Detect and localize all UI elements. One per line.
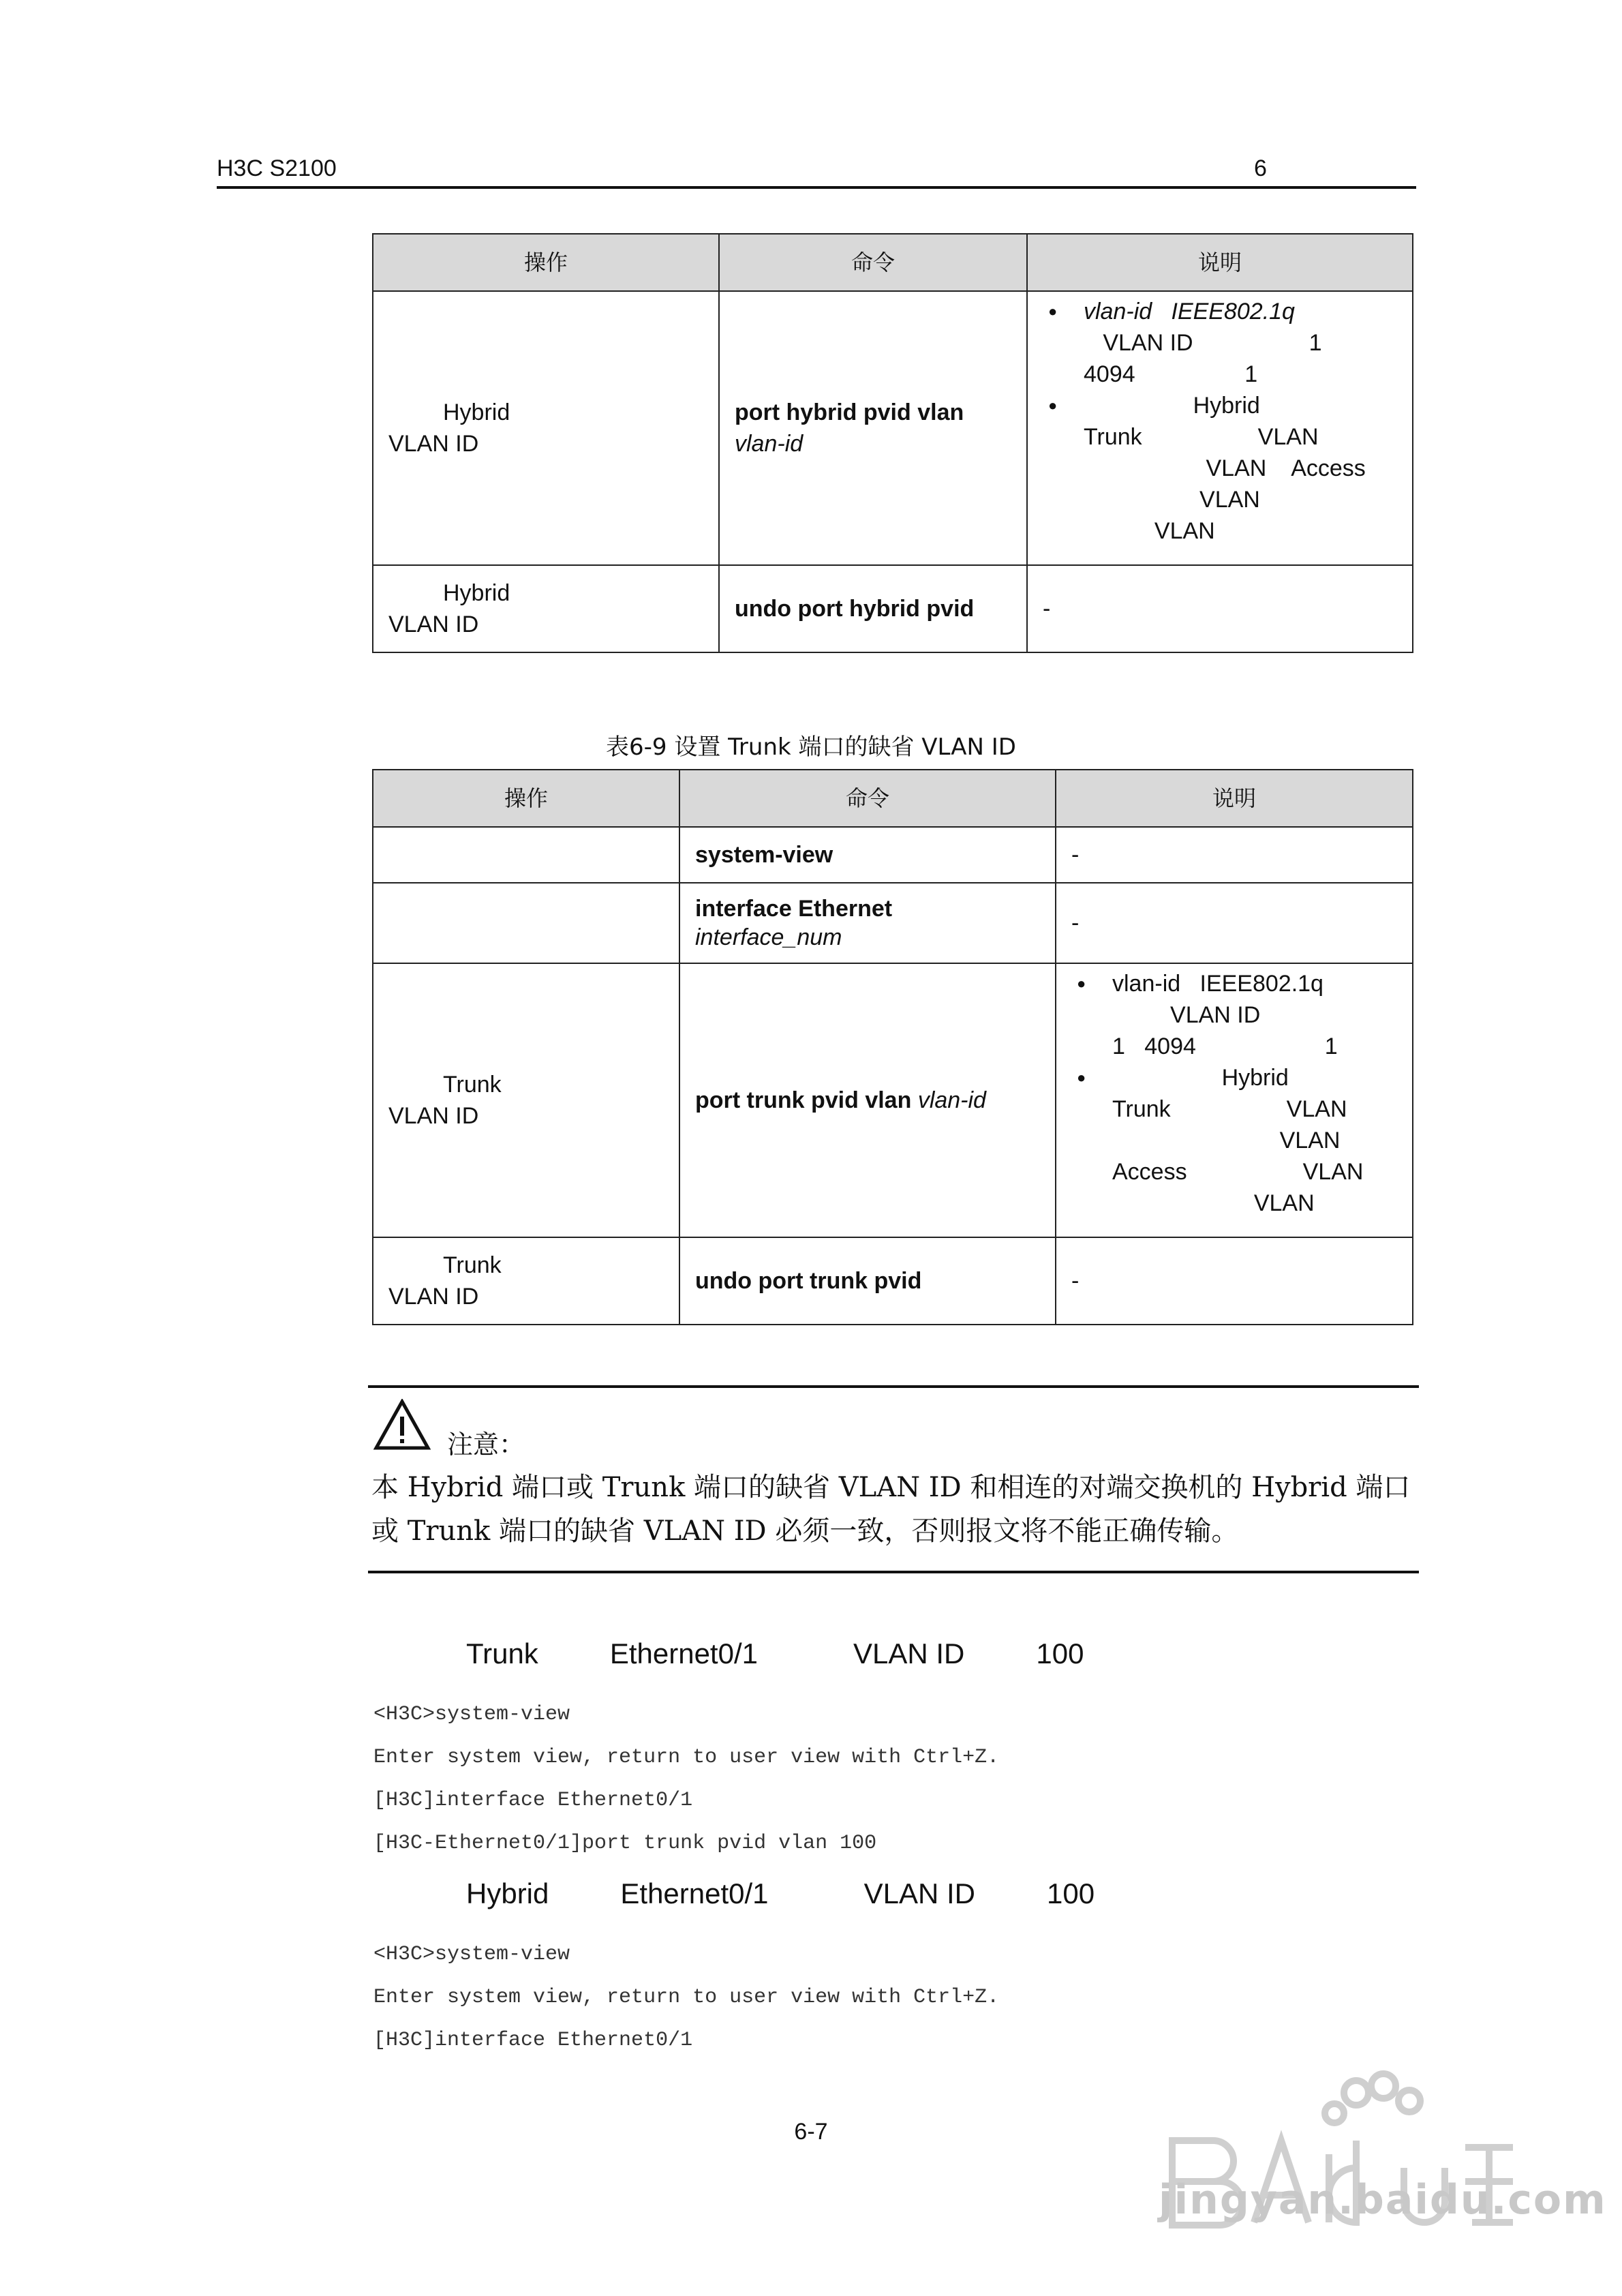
description-cell: - xyxy=(1056,1237,1413,1325)
operation-cell: Trunk VLAN ID xyxy=(373,963,679,1237)
table-row xyxy=(373,883,1413,963)
command-cell: port hybrid pvid vlan vlan-id xyxy=(719,291,1027,565)
table-row xyxy=(373,1237,1413,1325)
operation-cell: Hybrid VLAN ID xyxy=(373,291,719,565)
note-title: 注意： xyxy=(447,1430,525,1460)
table-caption: 表6-9 设置 Trunk 端口的缺省 VLAN ID xyxy=(606,734,1016,761)
col-header-description: 说明 xyxy=(1056,770,1413,827)
operation-cell: Hybrid VLAN ID xyxy=(373,565,719,652)
hybrid-pvid-table xyxy=(372,233,1413,653)
list-item: ● Hybrid Trunk VLAN VLAN Access VLAN VLAN xyxy=(1071,1062,1397,1219)
code-line: Enter system view, return to user view with Ctrl+Z. xyxy=(373,1746,1000,1769)
header-rule xyxy=(217,186,1416,189)
code-line: Enter system view, return to user view with Ctrl+Z. xyxy=(373,1986,1000,2009)
command-cell: undo port trunk pvid xyxy=(679,1237,1056,1325)
warning-icon xyxy=(373,1399,431,1451)
operation-cell xyxy=(373,883,679,963)
command-cell: port trunk pvid vlan vlan-id xyxy=(679,963,1056,1237)
command-cell: system-view xyxy=(679,827,1056,883)
operation-cell: Trunk VLAN ID xyxy=(373,1237,679,1325)
table-row xyxy=(373,565,1413,652)
description-cell xyxy=(1056,963,1413,1237)
header-product: H3C S2100 xyxy=(217,155,337,181)
table-row xyxy=(373,963,1413,1237)
description-cell: - xyxy=(1027,565,1413,652)
trunk-pvid-table xyxy=(372,769,1413,1325)
note-bottom-rule xyxy=(368,1571,1419,1573)
description-cell xyxy=(1027,291,1413,565)
header-chapter: 6 xyxy=(1254,155,1267,181)
table-row xyxy=(373,827,1413,883)
code-line: <H3C>system-view xyxy=(373,1943,570,1966)
example-hybrid-heading: Hybrid Ethernet0/1 VLAN ID 100 xyxy=(466,1877,1095,1909)
note-body: 本 Hybrid 端口或 Trunk 端口的缺省 VLAN ID 和相连的对端交换机的 Hybrid 端口或 Trunk 端口的缺省 VLAN ID 必须一致，否则报文将不能正确传输。 xyxy=(371,1472,1411,1547)
code-line: <H3C>system-view xyxy=(373,1703,570,1726)
table-row xyxy=(373,291,1413,565)
list-item: ● vlan-id IEEE802.1q VLAN ID 1 4094 1 xyxy=(1043,296,1397,390)
code-line: [H3C]interface Ethernet0/1 xyxy=(373,2029,693,2052)
command-cell: undo port hybrid pvid xyxy=(719,565,1027,652)
code-line: [H3C-Ethernet0/1]port trunk pvid vlan 100 xyxy=(373,1832,877,1855)
description-cell: - xyxy=(1056,883,1413,963)
operation-cell xyxy=(373,827,679,883)
command-cell: interface Ethernet interface_num xyxy=(679,883,1056,963)
col-header-operation: 操作 xyxy=(373,770,679,827)
example-trunk-heading: Trunk Ethernet0/1 VLAN ID 100 xyxy=(466,1637,1084,1670)
col-header-description: 说明 xyxy=(1027,234,1413,291)
description-cell: - xyxy=(1056,827,1413,883)
list-item: ● Hybrid Trunk VLAN VLAN Access VLAN VLAN xyxy=(1043,390,1397,547)
watermark-url: jingyan.baidu.com xyxy=(1159,2176,1607,2224)
page-number: 6-7 xyxy=(794,2119,828,2145)
note-top-rule xyxy=(368,1385,1419,1388)
list-item: ● vlan-id IEEE802.1q VLAN ID 1 4094 1 xyxy=(1071,968,1397,1062)
code-line: [H3C]interface Ethernet0/1 xyxy=(373,1789,693,1812)
col-header-operation: 操作 xyxy=(373,234,719,291)
col-header-command: 命令 xyxy=(719,234,1027,291)
baidu-watermark-logo xyxy=(1152,2066,1533,2270)
table-header-row xyxy=(373,234,1413,291)
table-header-row xyxy=(373,770,1413,827)
col-header-command: 命令 xyxy=(679,770,1056,827)
